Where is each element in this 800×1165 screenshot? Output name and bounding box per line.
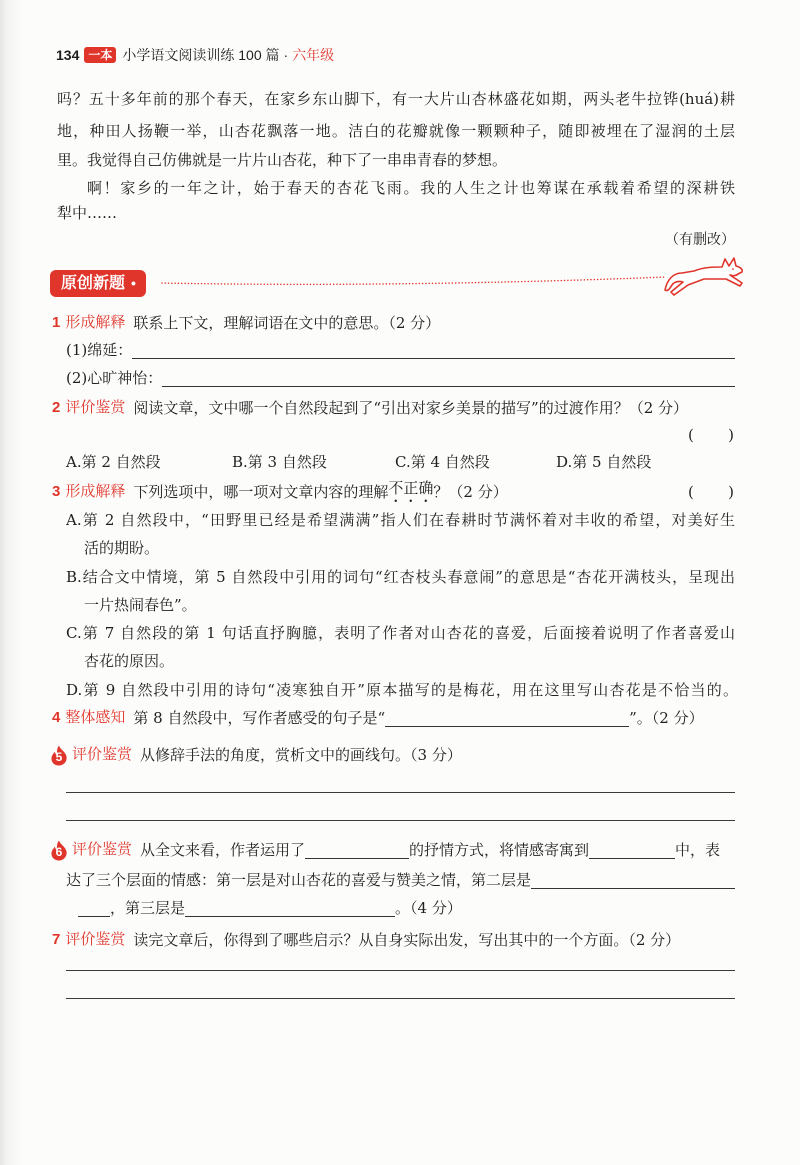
passage-line: 犁中…… — [57, 204, 118, 222]
answer-blank — [531, 872, 735, 889]
question-prompt: 的抒情方式，将情感寄寓到 — [409, 841, 590, 859]
q3-option-b-cont: 一片热闹春色”。 — [84, 596, 197, 614]
q3-option-c: C.第 7 自然段的第 1 句话直抒胸臆，表明了作者对山杏花的喜爱，后面接着说明了作者喜爱山 — [66, 624, 735, 642]
section-badge — [50, 270, 146, 297]
q3-option-d: D.第 9 自然段中引用的诗句“凌寒独自开”原本描写的是梅花，用在这里写山杏花是不恰当的。 — [66, 681, 738, 699]
q3-option-a-cont: 活的期盼。 — [84, 539, 160, 557]
question-1 — [52, 313, 440, 333]
grade-label: 六年级 — [292, 47, 335, 63]
q3-option-b: B.结合文中情境，第 5 自然段中引用的词句“红杏枝头春意闹”的意思是“杏花开满枝头，呈现出 — [66, 568, 735, 586]
title-separator: · — [283, 47, 289, 63]
answer-line — [66, 820, 735, 821]
book-title: 小学语文阅读训练 100 篇 — [122, 47, 280, 63]
answer-bracket — [688, 425, 734, 445]
passage-line: 地，种田人扬鞭一举，山杏花飘落一地。洁白的花瓣就像一颗颗种子，随即被埋在了湿润的土层 — [57, 122, 735, 140]
question-number: 2 — [52, 399, 61, 416]
passage-line: 啊！家乡的一年之计，始于春天的杏花飞雨。我的人生之计也筹谋在承载着希望的深耕铁 — [87, 179, 735, 197]
question-number: 6 — [55, 844, 63, 859]
question-3 — [52, 479, 508, 502]
question-prompt: 下列选项中，哪一项对文章内容的理解 — [133, 483, 389, 501]
brand-badge: 一本 — [84, 47, 116, 63]
section-dot: • — [131, 275, 136, 291]
question-prompt: 从全文来看，作者运用了 — [140, 841, 306, 859]
q2-option-a: A.第 2 自然段 — [66, 453, 161, 471]
question-5 — [50, 745, 462, 765]
question-category: 评价鉴赏 — [65, 399, 126, 416]
question-prompt: ，第三层是 — [110, 899, 186, 917]
question-6-line-3 — [78, 898, 462, 918]
question-prompt: 读完文章后，你得到了哪些启示？从自身实际出发，写出其中的一个方面。（2 分） — [133, 931, 681, 949]
flame-number-icon — [50, 840, 68, 861]
answer-blank — [78, 900, 110, 917]
q2-option-d: D.第 5 自然段 — [556, 453, 652, 471]
question-number: 1 — [52, 314, 61, 331]
q1-item-label: (1)绵延： — [66, 341, 133, 359]
question-prompt-end: ”。（2 分） — [629, 709, 704, 727]
q1-item-label: (2)心旷神怡： — [66, 369, 163, 387]
question-6 — [50, 840, 720, 860]
page-number: 134 — [56, 47, 80, 63]
answer-blank — [162, 370, 735, 387]
question-prompt: 从修辞手法的角度，赏析文中的画线句。（3 分） — [140, 746, 462, 764]
answer-blank — [589, 842, 675, 859]
question-category: 评价鉴赏 — [65, 931, 126, 948]
answer-line — [66, 970, 735, 971]
answer-line — [66, 792, 735, 793]
question-category: 形成解释 — [65, 483, 126, 500]
answer-blank — [132, 342, 735, 359]
question-category: 评价鉴赏 — [72, 841, 133, 858]
question-4 — [52, 708, 704, 728]
question-prompt-end: 。（4 分） — [395, 899, 462, 917]
section-title: 原创新题 — [61, 275, 126, 292]
q3-option-a: A.第 2 自然段中，“田野里已经是希望满满”指人们在春耕时节满怀着对丰收的希望，对美好生 — [66, 511, 735, 529]
bracket-open: ( — [688, 483, 694, 501]
question-prompt: 达了三个层面的情感：第一层是对山杏花的喜爱与赞美之情，第二层是 — [66, 871, 532, 889]
question-number: 4 — [52, 709, 61, 726]
passage-line: 里。我觉得自己仿佛就是一片片山杏花，种下了一串串青春的梦想。 — [57, 151, 508, 169]
q1-item-1 — [66, 340, 735, 360]
answer-blank — [185, 900, 395, 917]
question-7 — [52, 930, 680, 950]
leaping-cat-icon — [662, 254, 746, 300]
question-number: 3 — [52, 483, 61, 500]
question-prompt: 第 8 自然段中，写作者感受的句子是“ — [133, 709, 386, 727]
answer-line — [66, 998, 735, 999]
question-category: 整体感知 — [65, 709, 126, 726]
question-prompt: 阅读文章，文中哪一个自然段起到了“引出对家乡美景的描写”的过渡作用？（2 分） — [133, 399, 689, 417]
passage-line: 吗？五十多年前的那个春天，在家乡东山脚下，有一大片山杏林盛花如期，两头老牛拉铧(huá)耕 — [57, 90, 735, 108]
q2-option-c: C.第 4 自然段 — [395, 453, 490, 471]
answer-blank — [385, 710, 629, 727]
question-category: 形成解释 — [65, 314, 126, 331]
question-prompt: 中，表 — [675, 841, 721, 859]
dotted-divider — [160, 268, 670, 292]
flame-number-icon — [50, 745, 68, 766]
bracket-close: ) — [728, 426, 734, 444]
answer-blank — [305, 842, 409, 859]
bracket-close: ) — [728, 483, 734, 501]
emphasized-text: 不正确 — [388, 479, 434, 497]
page-header — [56, 45, 334, 65]
source-note: （有删改） — [665, 232, 735, 248]
question-category: 评价鉴赏 — [72, 746, 133, 763]
answer-bracket — [688, 482, 734, 502]
question-prompt: 联系上下文，理解词语在文中的意思。（2 分） — [133, 314, 441, 332]
question-2 — [52, 398, 688, 418]
q1-item-2 — [66, 368, 735, 388]
question-prompt-end: ？（2 分） — [433, 483, 508, 501]
question-number: 7 — [52, 931, 61, 948]
question-number: 5 — [55, 749, 63, 764]
question-6-line-2 — [66, 870, 735, 890]
q3-option-c-cont: 杏花的原因。 — [84, 652, 175, 670]
q2-option-b: B.第 3 自然段 — [232, 453, 327, 471]
bracket-open: ( — [688, 426, 694, 444]
